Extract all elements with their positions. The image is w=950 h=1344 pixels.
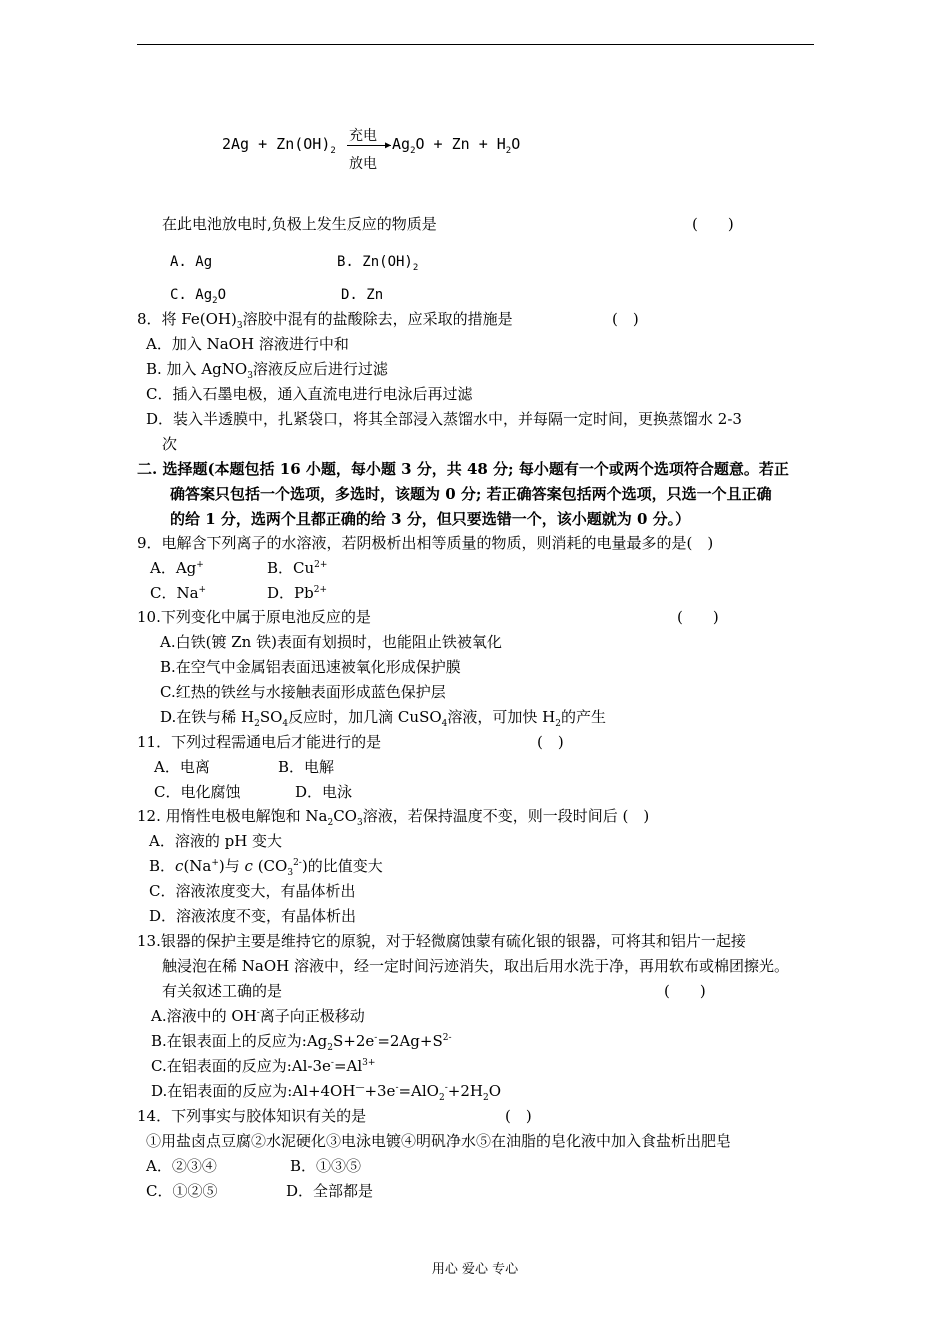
q9-option-a: A．Ag+ bbox=[150, 559, 204, 577]
q13-line1: 13.银器的保护主要是维持它的原貌，对于轻微腐蚀蒙有硫化银的银器，可将其和铝片一起接 bbox=[137, 932, 746, 950]
q10-option-b: B.在空气中金属铝表面迅速被氧化形成保护膜 bbox=[160, 658, 461, 676]
page-footer: 用心 爱心 专心 bbox=[431, 1262, 519, 1277]
q14-option-d: D．全部都是 bbox=[286, 1182, 374, 1200]
q10-option-c: C.红热的铁丝与水接触表面形成蓝色保护层 bbox=[160, 683, 446, 701]
q9-option-b: B．$Cu^{2+}$ bbox=[267, 559, 328, 577]
q7-bracket: ( ) bbox=[692, 215, 734, 233]
header-rule bbox=[137, 44, 814, 45]
q11-option-b: B．电解 bbox=[278, 758, 335, 776]
q8-bracket: ( ) bbox=[612, 310, 639, 328]
q9-stem: 9．电解含下列离子的水溶液，若阴极析出相等质量的物质，则消耗的电量最多的是( ) bbox=[137, 534, 714, 552]
arrow-top-label: 充电 bbox=[349, 128, 377, 144]
q11-option-d: D．电泳 bbox=[295, 783, 353, 801]
section2-line1: 二. 选择题(本题包括 16 小题，每小题 3 分，共 48 分; 每小题有一个或两个选项符合题意。若正 bbox=[137, 460, 789, 478]
q12-option-b: B．c(Na+)与 c $(CO_3^{2-})$的比值变大 bbox=[149, 857, 383, 878]
q8-stem: 8．将 $Fe(OH)_3$溶胶中混有的盐酸除去，应采取的措施是 bbox=[137, 310, 513, 331]
q10-option-a: A.白铁(镀 Zn 铁)表面有划损时，也能阻止铁被氧化 bbox=[160, 633, 502, 651]
q10-option-d: D.在铁与稀 $H_2SO_4$反应时，加几滴 CuSO$_4$溶液，可加快 $H_2$的产生 bbox=[160, 708, 606, 729]
reversible-arrow bbox=[347, 125, 393, 173]
q14-bracket: ( ) bbox=[505, 1107, 532, 1125]
q8-option-b: B. 加入 AgNO$_3$溶液反应后进行过滤 bbox=[146, 360, 388, 381]
q7-option-d: D. Zn bbox=[341, 287, 384, 303]
q14-option-a: A．②③④ bbox=[146, 1157, 217, 1175]
q7-option-c: C. $Ag_2O$ bbox=[170, 287, 227, 306]
q12-option-a: A．溶液的 pH 变大 bbox=[149, 832, 283, 850]
q10-bracket: ( ) bbox=[677, 608, 719, 626]
q12-option-c: C．溶液浓度变大，有晶体析出 bbox=[149, 882, 356, 900]
q11-stem: 11．下列过程需通电后才能进行的是 bbox=[137, 733, 382, 751]
q12-stem: 12. 用惰性电极电解饱和 $Na_2CO_3$溶液，若保持温度不变，则一段时间后 ( ) bbox=[137, 807, 650, 828]
q8-option-d: D．装入半透膜中，扎紧袋口，将其全部浸入蒸馏水中，并每隔一定时间，更换蒸馏水 2-3 bbox=[146, 410, 742, 428]
q13-line2: 触浸泡在稀 NaOH 溶液中，经一定时间污迹消失，取出后用水洗于净，再用软布或棉团擦光。 bbox=[162, 957, 789, 975]
q8-option-c: C．插入石墨电极，通入直流电进行电泳后再过滤 bbox=[146, 385, 473, 403]
arrow-bottom-label: 放电 bbox=[349, 156, 377, 172]
q8-option-d-cont: 次 bbox=[162, 435, 178, 453]
q14-items: ①用盐卤点豆腐②水泥硬化③电泳电镀④明矾净水⑤在油脂的皂化液中加入食盐析出肥皂 bbox=[146, 1132, 732, 1150]
arrow-head-icon: ▶ bbox=[385, 140, 392, 151]
q7-option-a: A. Ag bbox=[170, 254, 213, 270]
q13-option-a: A.溶液中的 OH-离子向正极移动 bbox=[151, 1007, 365, 1025]
q10-stem: 10.下列变化中属于原电池反应的是 bbox=[137, 608, 371, 626]
q8-option-a: A．加入 NaOH 溶液进行中和 bbox=[146, 335, 349, 353]
q11-option-c: C．电化腐蚀 bbox=[154, 783, 241, 801]
equation-right: $Ag_2O + Zn + H_2O$ bbox=[392, 135, 521, 156]
q11-option-a: A．电离 bbox=[154, 758, 210, 776]
equation-left: $2Ag + Zn(OH)_2$ bbox=[222, 135, 336, 156]
q9-option-d: D．$Pb^{2+}$ bbox=[267, 584, 328, 602]
q7-stem: 在此电池放电时,负极上发生反应的物质是 bbox=[162, 215, 437, 233]
q13-option-d: D.在铝表面的反应为$:Al+4OH^—+3e^-=AlO_2^-+2H_2O$ bbox=[151, 1082, 502, 1103]
q14-option-c: C．①②⑤ bbox=[146, 1182, 218, 1200]
q11-bracket: ( ) bbox=[537, 733, 564, 751]
q13-line3: 有关叙述工确的是 bbox=[162, 982, 283, 1000]
q13-bracket: ( ) bbox=[664, 982, 706, 1000]
section2-line2: 确答案只包括一个选项，多选时，该题为 0 分; 若正确答案包括两个选项，只选一个且正确 bbox=[170, 485, 772, 503]
q13-option-c: C.在铝表面的反应为$:Al-3e^-=Al^{3+}$ bbox=[151, 1057, 376, 1075]
q7-option-b: B. $Zn(OH)_2$ bbox=[337, 254, 419, 273]
q12-option-d: D．溶液浓度不变，有晶体析出 bbox=[149, 907, 357, 925]
q14-stem: 14．下列事实与胶体知识有关的是 bbox=[137, 1107, 367, 1125]
q9-option-c: C．Na+ bbox=[150, 584, 207, 602]
q14-option-b: B．①③⑤ bbox=[290, 1157, 362, 1175]
q13-option-b: B.在银表面上的反应为$:Ag_2S+2e^-=2Ag+S^{2-}$ bbox=[151, 1032, 452, 1053]
section2-line3: 的给 1 分，选两个且都正确的给 3 分，但只要选错一个，该小题就为 0 分。） bbox=[170, 510, 691, 528]
